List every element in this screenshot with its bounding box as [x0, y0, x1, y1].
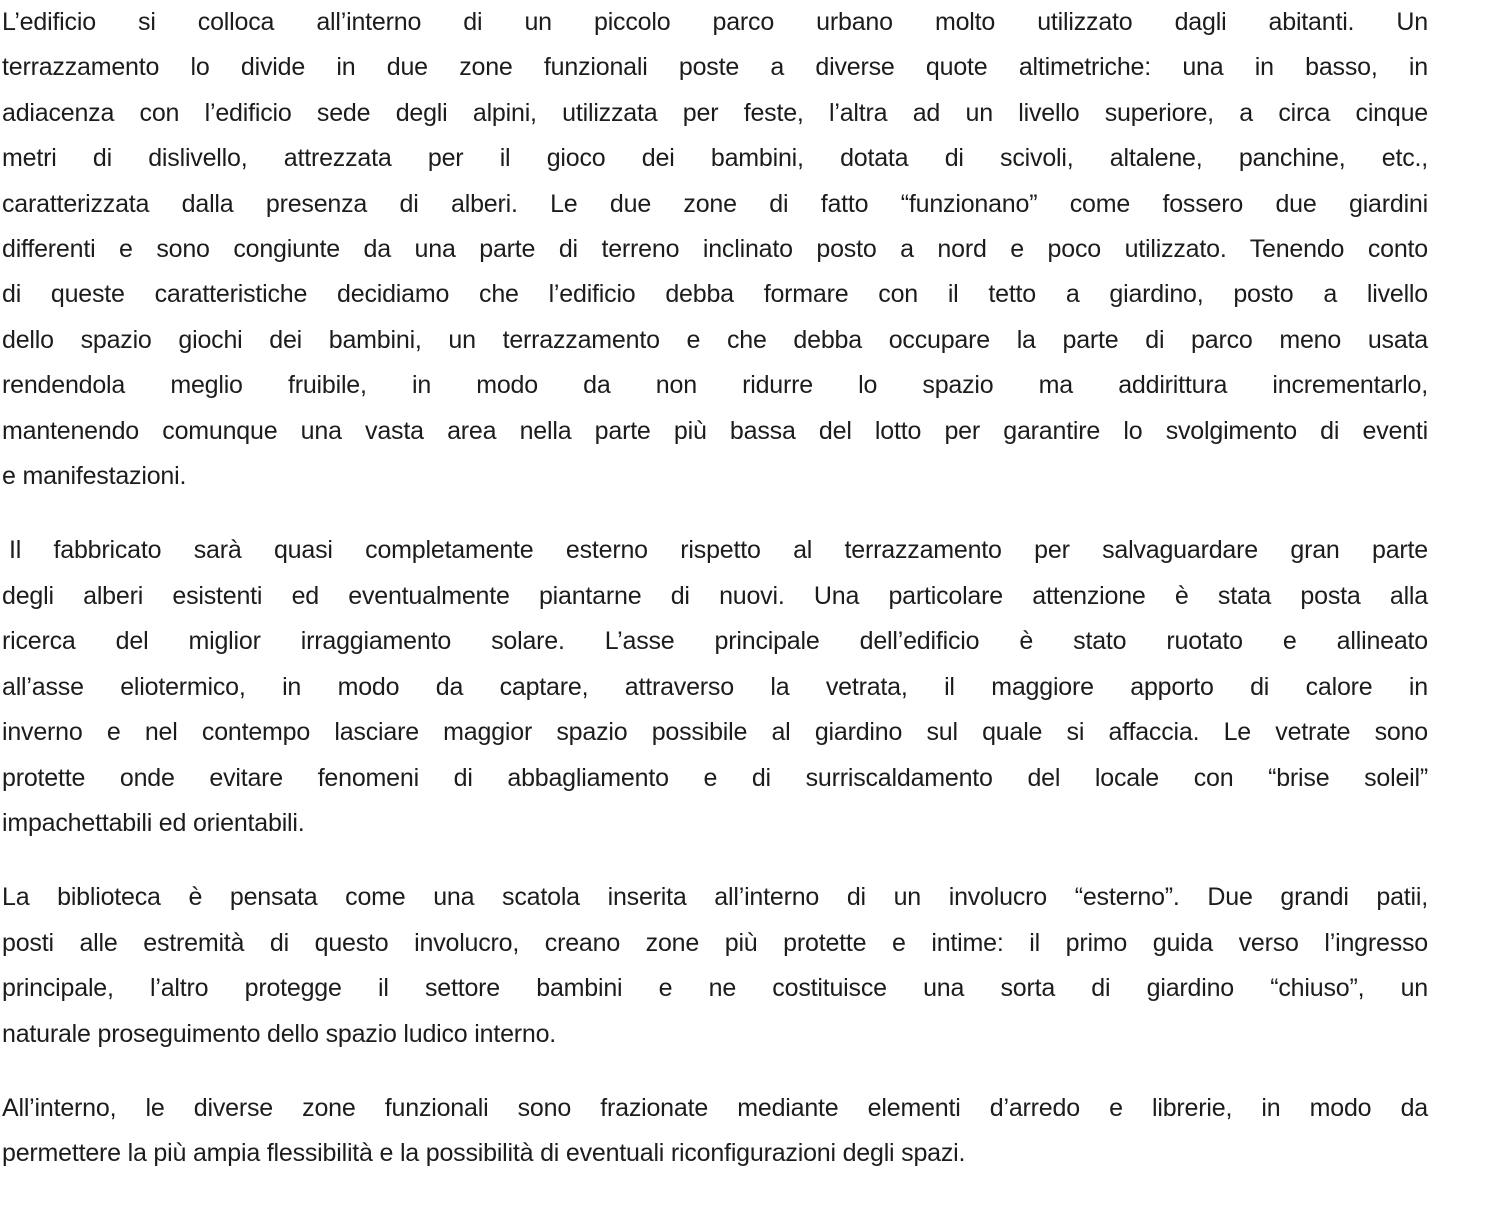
- text-line: rendendola meglio fruibile, in modo da non ridurre lo spazio ma addirittura incrementarlo,: [2, 371, 1428, 400]
- document-body: [2, 0, 1428, 1177]
- text-line: metri di dislivello, attrezzata per il gioco dei bambini, dotata di scivoli, altalene, panchine, etc.,: [2, 144, 1428, 173]
- text-line: mantenendo comunque una vasta area nella parte più bassa del lotto per garantire lo svolgimento di eventi: [2, 416, 1428, 445]
- text-line: terrazzamento lo divide in due zone funzionali poste a diverse quote altimetriche: una in basso, in: [2, 53, 1428, 82]
- text-line: ricerca del miglior irraggiamento solare. L’asse principale dell’edificio è stato ruotato e allineato: [2, 627, 1428, 656]
- text-line: adiacenza con l’edificio sede degli alpini, utilizzata per feste, l’altra ad un livello superiore, a circa cinque: [2, 98, 1428, 127]
- text-line: posti alle estremità di questo involucro, creano zone più protette e intime: il primo guida verso l’ingresso: [2, 928, 1428, 957]
- text-line: dello spazio giochi dei bambini, un terrazzamento e che debba occupare la parte di parco meno usata: [2, 325, 1428, 354]
- text-line: caratterizzata dalla presenza di alberi. Le due zone di fatto “funzionano” come fossero due giardini: [2, 189, 1428, 218]
- text-line: inverno e nel contempo lasciare maggior spazio possibile al giardino sul quale si affaccia. Le vetrate sono: [2, 718, 1428, 747]
- text-line: all’asse eliotermico, in modo da captare, attraverso la vetrata, il maggiore apporto di calore in: [2, 672, 1428, 701]
- text-line: impachettabili ed orientabili.: [2, 808, 305, 837]
- text-line: Il fabbricato sarà quasi completamente esterno rispetto al terrazzamento per salvaguardare gran parte: [9, 536, 1428, 565]
- text-line: e manifestazioni.: [2, 462, 187, 491]
- paragraph-interior-zones: [2, 1086, 1428, 1177]
- text-line: naturale proseguimento dello spazio ludico interno.: [2, 1019, 557, 1048]
- paragraph-park-context: [2, 0, 1428, 499]
- text-line: degli alberi esistenti ed eventualmente piantarne di nuovi. Una particolare attenzione è stata posta alla: [2, 581, 1428, 610]
- text-line: permettere la più ampia flessibilità e la possibilità di eventuali riconfigurazioni degli spazi.: [2, 1139, 966, 1168]
- text-line: L’edificio si colloca all’interno di un piccolo parco urbano molto utilizzato dagli abitanti. Un: [2, 8, 1428, 36]
- text-line: All’interno, le diverse zone funzionali sono frazionate mediante elementi d’arredo e librerie, in modo da: [2, 1093, 1428, 1122]
- text-line: di queste caratteristiche decidiamo che l’edificio debba formare con il tetto a giardino, posto a livello: [2, 280, 1428, 309]
- text-line: La biblioteca è pensata come una scatola inserita all’interno di un involucro “esterno”. Due grandi patii,: [2, 883, 1428, 912]
- paragraph-building-orientation: [2, 528, 1428, 846]
- paragraph-library-box: [2, 875, 1428, 1057]
- text-line: principale, l’altro protegge il settore bambini e ne costituisce una sorta di giardino “chiuso”, un: [2, 974, 1428, 1003]
- text-line: differenti e sono congiunte da una parte di terreno inclinato posto a nord e poco utilizzato. Tenendo conto: [2, 235, 1428, 264]
- text-line: protette onde evitare fenomeni di abbagliamento e di surriscaldamento del locale con “brise soleil”: [2, 763, 1428, 792]
